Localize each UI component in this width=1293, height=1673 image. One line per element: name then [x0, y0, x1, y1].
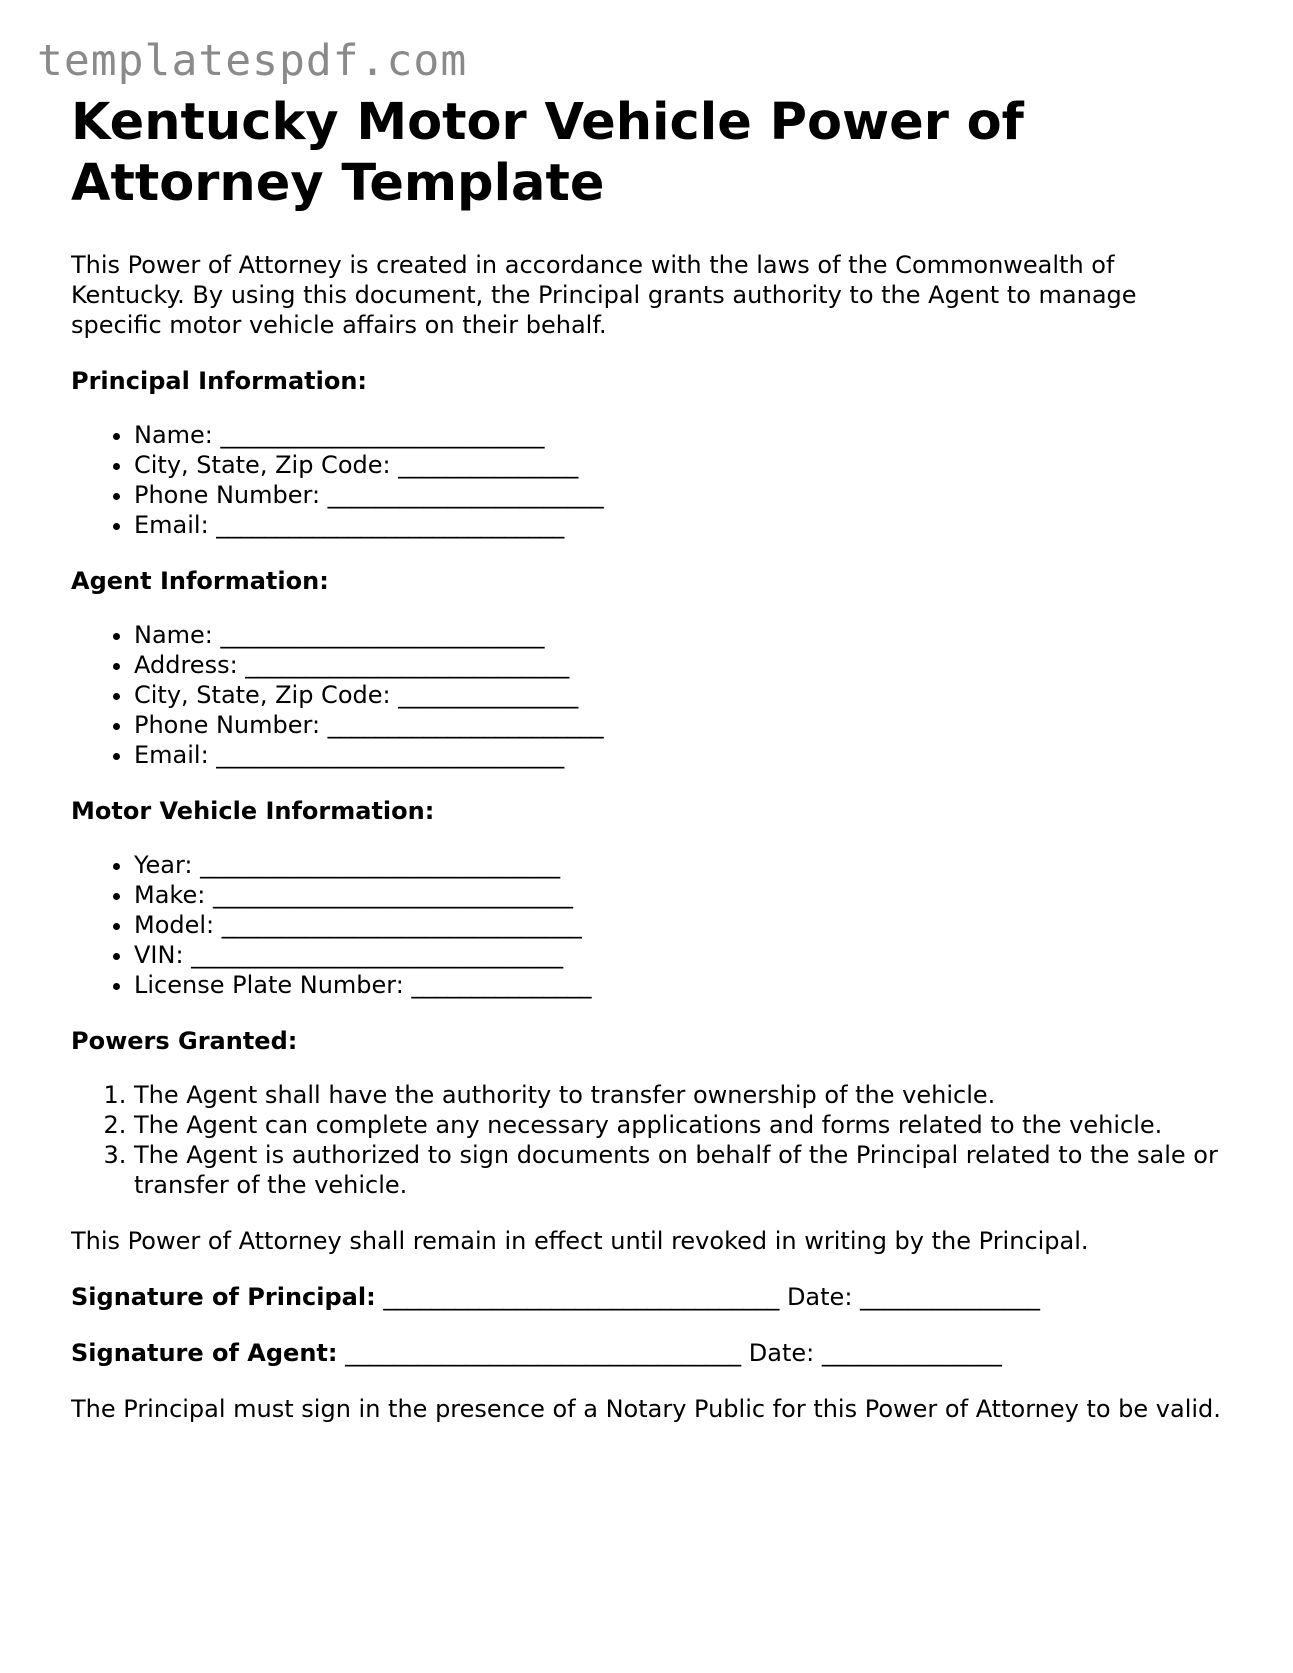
- powers-heading: Powers Granted:: [71, 1027, 298, 1055]
- principal-fields: [71, 420, 1231, 540]
- power-item: 1. The Agent shall have the authority to transfer ownership of the vehicle.: [134, 1080, 1231, 1110]
- vehicle-make-field[interactable]: • Make: ______________________________: [134, 880, 1231, 910]
- effect-paragraph: This Power of Attorney shall remain in effect until revoked in writing by the Principal.: [71, 1227, 1089, 1255]
- principal-signature-label: Signature of Principal:: [71, 1283, 376, 1311]
- vehicle-plate-field[interactable]: • License Plate Number: _______________: [134, 970, 1231, 1000]
- agent-date-field[interactable]: Date: _______________: [748, 1339, 1002, 1367]
- agent-phone-field[interactable]: • Phone Number: _______________________: [134, 710, 1231, 740]
- principal-heading: Principal Information:: [71, 367, 368, 395]
- agent-address-field[interactable]: • Address: ___________________________: [134, 650, 1231, 680]
- notary-paragraph: The Principal must sign in the presence of a Notary Public for this Power of Attorney to be valid.: [71, 1395, 1221, 1423]
- principal-signature-row: [71, 1282, 1231, 1312]
- watermark: templatespdf.com: [37, 36, 468, 86]
- power-item: 2. The Agent can complete any necessary applications and forms related to the vehicle.: [134, 1110, 1231, 1140]
- principal-signature-line[interactable]: _________________________________: [375, 1283, 787, 1311]
- principal-date-field[interactable]: Date: _______________: [786, 1283, 1041, 1311]
- agent-name-field[interactable]: • Name: ___________________________: [134, 620, 1231, 650]
- vehicle-model-field[interactable]: • Model: ______________________________: [134, 910, 1231, 940]
- power-item: 3. The Agent is authorized to sign documents on behalf of the Principal related to the sale or transfer of the vehicle.: [134, 1140, 1231, 1200]
- vehicle-fields: [71, 850, 1231, 1000]
- vehicle-year-field[interactable]: • Year: ______________________________: [134, 850, 1231, 880]
- agent-signature-label: Signature of Agent:: [71, 1339, 338, 1367]
- vehicle-heading: Motor Vehicle Information:: [71, 797, 435, 825]
- agent-city-field[interactable]: • City, State, Zip Code: _______________: [134, 680, 1231, 710]
- agent-signature-line[interactable]: _________________________________: [337, 1339, 749, 1367]
- principal-name-field[interactable]: • Name: ___________________________: [134, 420, 1231, 450]
- principal-email-field[interactable]: • Email: _____________________________: [134, 510, 1231, 540]
- agent-heading: Agent Information:: [71, 567, 329, 595]
- agent-fields: [71, 620, 1231, 770]
- principal-phone-field[interactable]: • Phone Number: _______________________: [134, 480, 1231, 510]
- document-page: [71, 92, 1231, 1424]
- powers-list: [71, 1080, 1231, 1200]
- agent-signature-row: [71, 1338, 1231, 1368]
- page-title: Kentucky Motor Vehicle Power of Attorney Template: [71, 93, 1024, 213]
- intro-paragraph: This Power of Attorney is created in accordance with the laws of the Commonwealth of Kentucky. By using this document, the Principal grants authority to the Agent to manage specific motor vehicle affairs on their behalf.: [71, 251, 1137, 339]
- vehicle-vin-field[interactable]: • VIN: _______________________________: [134, 940, 1231, 970]
- principal-city-field[interactable]: • City, State, Zip Code: _______________: [134, 450, 1231, 480]
- agent-email-field[interactable]: • Email: _____________________________: [134, 740, 1231, 770]
